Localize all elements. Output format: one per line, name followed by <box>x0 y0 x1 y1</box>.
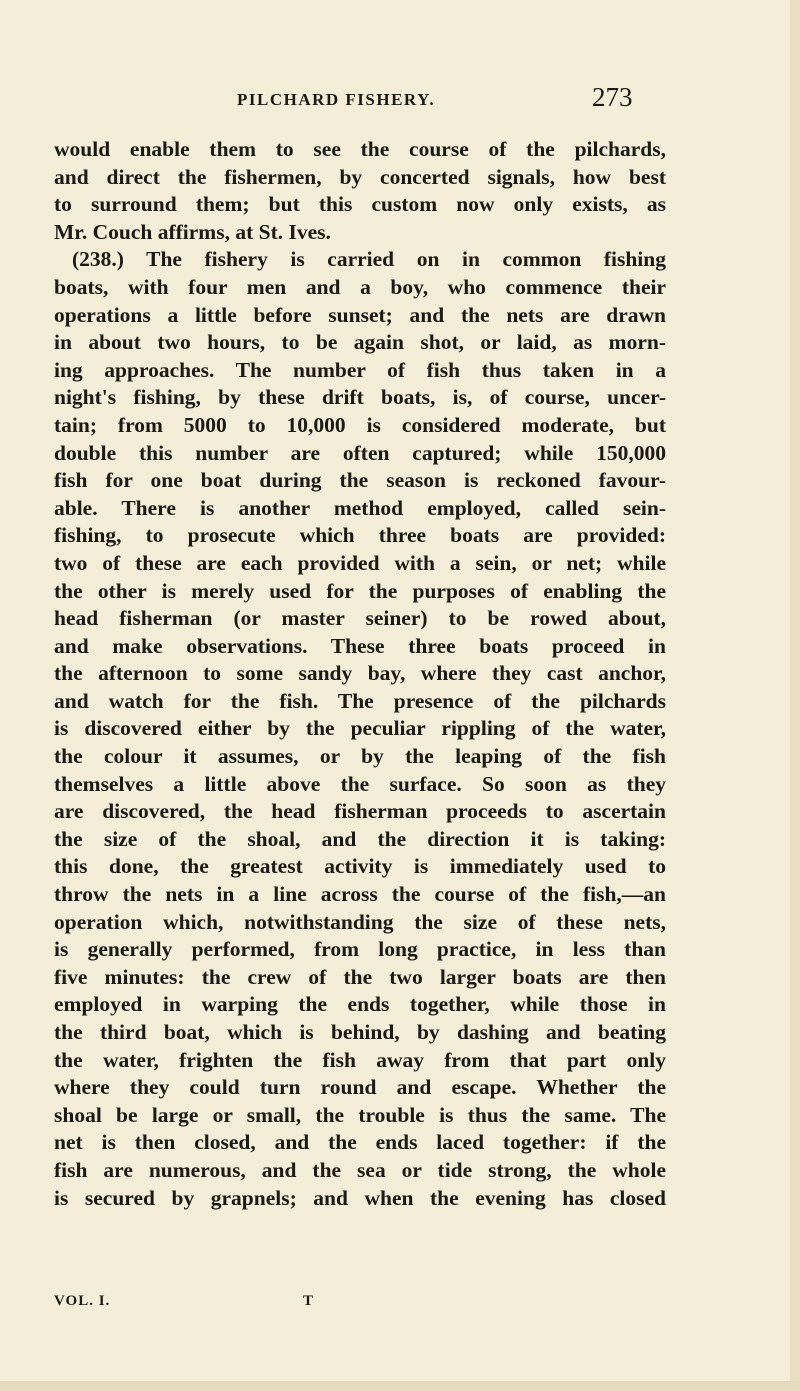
text-line: night's fishing, by these drift boats, is, of course, uncer- <box>54 385 666 410</box>
text-line: operations a little before sunset; and the nets are drawn <box>54 302 666 327</box>
text-line: fish are numerous, and the sea or tide strong, the whole <box>54 1157 666 1182</box>
text-line: two of these are each provided with a sein, or net; while <box>54 550 666 575</box>
text-line: operation which, notwithstanding the size of these nets, <box>54 909 666 934</box>
signature-mark: T <box>303 1293 314 1309</box>
page-footer <box>54 1293 654 1317</box>
text-line: shoal be large or small, the trouble is thus the same. The <box>54 1102 666 1127</box>
text-line: this done, the greatest activity is immediately used to <box>54 854 666 879</box>
text-line: is generally performed, from long practice, in less than <box>54 937 666 962</box>
text-line: and direct the fishermen, by concerted signals, how best <box>54 164 666 189</box>
page-header <box>0 78 800 118</box>
text-line: double this number are often captured; while 150,000 <box>54 440 666 465</box>
text-line: the third boat, which is behind, by dashing and beating <box>54 1020 666 1044</box>
text-line: and make observations. These three boats proceed in <box>54 633 666 658</box>
text-line: fishing, to prosecute which three boats are provided: <box>54 523 666 548</box>
text-line: are discovered, the head fisherman proceeds to ascertain <box>54 799 666 824</box>
text-line: the afternoon to some sandy bay, where they cast anchor, <box>54 661 666 686</box>
running-title: PILCHARD FISHERY. <box>237 90 436 109</box>
text-line: is secured by grapnels; and when the evening has closed <box>54 1185 666 1210</box>
text-line: five minutes: the crew of the two larger boats are then <box>54 964 666 989</box>
text-line: net is then closed, and the ends laced together: if the <box>54 1130 666 1155</box>
paragraph-start-line: (238.) The fishery is carried on in common fishing <box>72 247 666 272</box>
text-line: throw the nets in a line across the course of the fish,—an <box>54 882 666 907</box>
text-line: ing approaches. The number of fish thus taken in a <box>54 357 666 382</box>
text-line: the colour it assumes, or by the leaping of the fish <box>54 744 666 769</box>
text-line: the size of the shoal, and the direction it is taking: <box>54 826 666 851</box>
text-line: the other is merely used for the purposes of enabling the <box>54 578 666 603</box>
text-line: employed in warping the ends together, while those in <box>54 992 666 1017</box>
body-text <box>54 136 666 1212</box>
volume-label: VOL. I. <box>54 1293 111 1309</box>
text-line: and watch for the fish. The presence of the pilchards <box>54 688 666 713</box>
text-line: head fisherman (or master seiner) to be rowed about, <box>54 606 666 631</box>
text-line: the water, frighten the fish away from that part only <box>54 1047 666 1072</box>
text-line: where they could turn round and escape. Whether the <box>54 1075 666 1100</box>
text-line: Mr. Couch affirms, at St. Ives. <box>54 219 331 244</box>
text-line: fish for one boat during the season is reckoned favour- <box>54 468 666 493</box>
text-line: is discovered either by the peculiar rippling of the water, <box>54 716 666 741</box>
text-line: in about two hours, to be again shot, or laid, as morn- <box>54 330 666 355</box>
text-line: boats, with four men and a boy, who commence their <box>54 274 666 299</box>
text-line: tain; from 5000 to 10,000 is considered moderate, but <box>54 412 666 437</box>
page-edge-right <box>790 0 800 1391</box>
text-line: to surround them; but this custom now only exists, as <box>54 192 666 217</box>
text-line: themselves a little above the surface. So soon as they <box>54 771 666 796</box>
page-number: 273 <box>592 82 633 112</box>
page-edge-bottom <box>0 1381 800 1391</box>
text-line: able. There is another method employed, called sein- <box>54 495 666 520</box>
text-line: would enable them to see the course of the pilchards, <box>54 137 666 161</box>
